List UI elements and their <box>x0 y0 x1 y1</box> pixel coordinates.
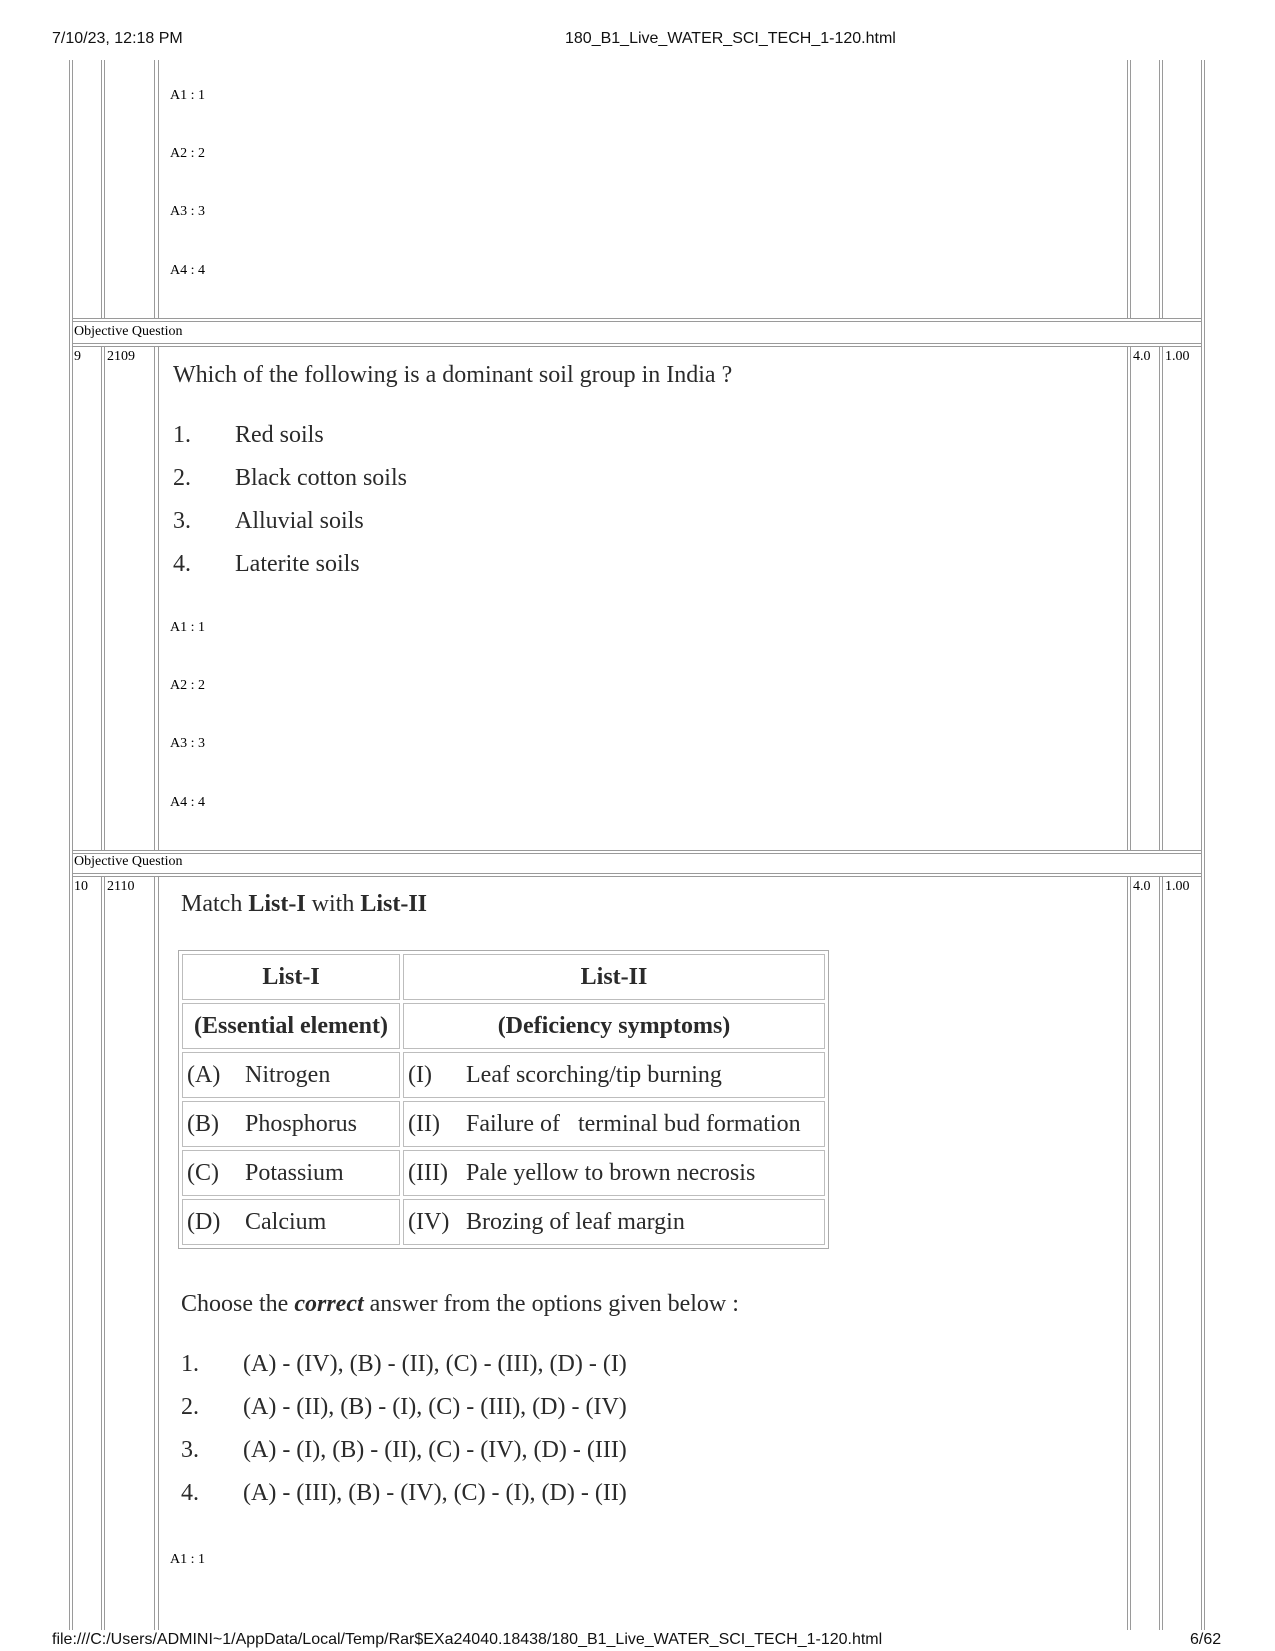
option-text: (A) - (IV), (B) - (II), (C) - (III), (D) - (I) <box>243 1351 627 1377</box>
option-text: (A) - (I), (B) - (II), (C) - (IV), (D) - (III) <box>243 1437 627 1463</box>
table-row <box>182 1150 825 1196</box>
table-cell <box>182 1101 400 1147</box>
item-text: Brozing of leaf margin <box>466 1208 685 1235</box>
item-label: (D) <box>187 1208 221 1235</box>
option-text: Black cotton soils <box>235 465 407 491</box>
print-doc-title: 180_B1_Live_WATER_SCI_TECH_1-120.html <box>565 30 896 47</box>
answer-option: A2 : 2 <box>170 146 205 161</box>
table-row <box>182 954 825 1000</box>
item-label: (A) <box>187 1061 221 1088</box>
print-datetime: 7/10/23, 12:18 PM <box>52 30 183 47</box>
answer-option: A3 : 3 <box>170 204 205 219</box>
item-text: Potassium <box>245 1159 344 1186</box>
question-marks: 4.0 <box>1133 879 1151 894</box>
question-type-label: Objective Question <box>74 324 183 339</box>
table-cell <box>403 1199 825 1245</box>
table-cell <box>182 1150 400 1196</box>
option-number: 3. <box>173 508 191 534</box>
item-label: (II) <box>408 1110 440 1137</box>
option-number: 1. <box>173 422 191 448</box>
table-row <box>182 1052 825 1098</box>
list1-ref: List-I <box>248 891 306 917</box>
question-with: with <box>311 891 355 917</box>
question-id: 2109 <box>107 349 135 364</box>
table-cell <box>182 1199 400 1245</box>
item-text: Nitrogen <box>245 1061 331 1088</box>
table-cell <box>403 1150 825 1196</box>
table-cell <box>403 1101 825 1147</box>
answer-option: A3 : 3 <box>170 736 205 751</box>
question-type-label: Objective Question <box>74 854 183 869</box>
table-header: List-II <box>403 954 825 1000</box>
print-page-number: 6/62 <box>1190 1631 1222 1648</box>
question-negative-marks: 1.00 <box>1165 879 1190 894</box>
question-number: 10 <box>74 879 88 894</box>
table-subheader: (Essential element) <box>182 1003 400 1049</box>
table-subheader: (Deficiency symptoms) <box>403 1003 825 1049</box>
choose-instruction <box>181 1291 739 1318</box>
question-prefix: Match <box>181 891 243 917</box>
table-header: List-I <box>182 954 400 1000</box>
question-negative-marks: 1.00 <box>1165 349 1190 364</box>
print-file-path: file:///C:/Users/ADMINI~1/AppData/Local/Temp/Rar$EXa24040.18438/180_B1_Live_WATER_SCI_TECH_1-120.html <box>52 1631 883 1648</box>
item-label: (C) <box>187 1159 219 1186</box>
choose-suffix: answer from the options given below : <box>369 1291 739 1317</box>
match-table <box>178 950 829 1249</box>
option-number: 4. <box>181 1480 199 1506</box>
option-text: Red soils <box>235 422 324 448</box>
answer-option: A1 : 1 <box>170 1552 205 1567</box>
item-label: (IV) <box>408 1208 450 1235</box>
table-row <box>182 1101 825 1147</box>
item-label: (I) <box>408 1061 432 1088</box>
table-cell <box>182 1052 400 1098</box>
item-text: Failure of terminal bud formation <box>466 1110 801 1137</box>
answer-option: A4 : 4 <box>170 263 205 278</box>
question-marks: 4.0 <box>1133 349 1151 364</box>
question-text: Which of the following is a dominant soil group in India ? <box>173 362 733 388</box>
answer-option: A4 : 4 <box>170 795 205 810</box>
answer-option: A1 : 1 <box>170 620 205 635</box>
question-text <box>181 891 427 918</box>
table-row <box>182 1003 825 1049</box>
option-number: 2. <box>181 1394 199 1420</box>
list2-ref: List-II <box>360 891 428 917</box>
answer-option: A1 : 1 <box>170 88 205 103</box>
question-number: 9 <box>74 349 81 364</box>
item-text: Phosphorus <box>245 1110 358 1137</box>
item-text: Calcium <box>245 1208 327 1235</box>
option-text: (A) - (II), (B) - (I), (C) - (III), (D) - (IV) <box>243 1394 627 1420</box>
table-row <box>182 1199 825 1245</box>
option-text: Laterite soils <box>235 551 360 577</box>
option-number: 1. <box>181 1351 199 1377</box>
table-cell <box>403 1052 825 1098</box>
item-label: (B) <box>187 1110 219 1137</box>
option-text: Alluvial soils <box>235 508 364 534</box>
option-number: 4. <box>173 551 191 577</box>
item-label: (III) <box>408 1159 448 1186</box>
answer-option: A2 : 2 <box>170 678 205 693</box>
item-text: Pale yellow to brown necrosis <box>466 1159 756 1186</box>
choose-emphasis: correct <box>294 1291 364 1317</box>
option-number: 3. <box>181 1437 199 1463</box>
option-text: (A) - (III), (B) - (IV), (C) - (I), (D) - (II) <box>243 1480 627 1506</box>
choose-prefix: Choose the <box>181 1291 289 1317</box>
item-text: Leaf scorching/tip burning <box>466 1061 722 1088</box>
question-id: 2110 <box>107 879 135 894</box>
option-number: 2. <box>173 465 191 491</box>
